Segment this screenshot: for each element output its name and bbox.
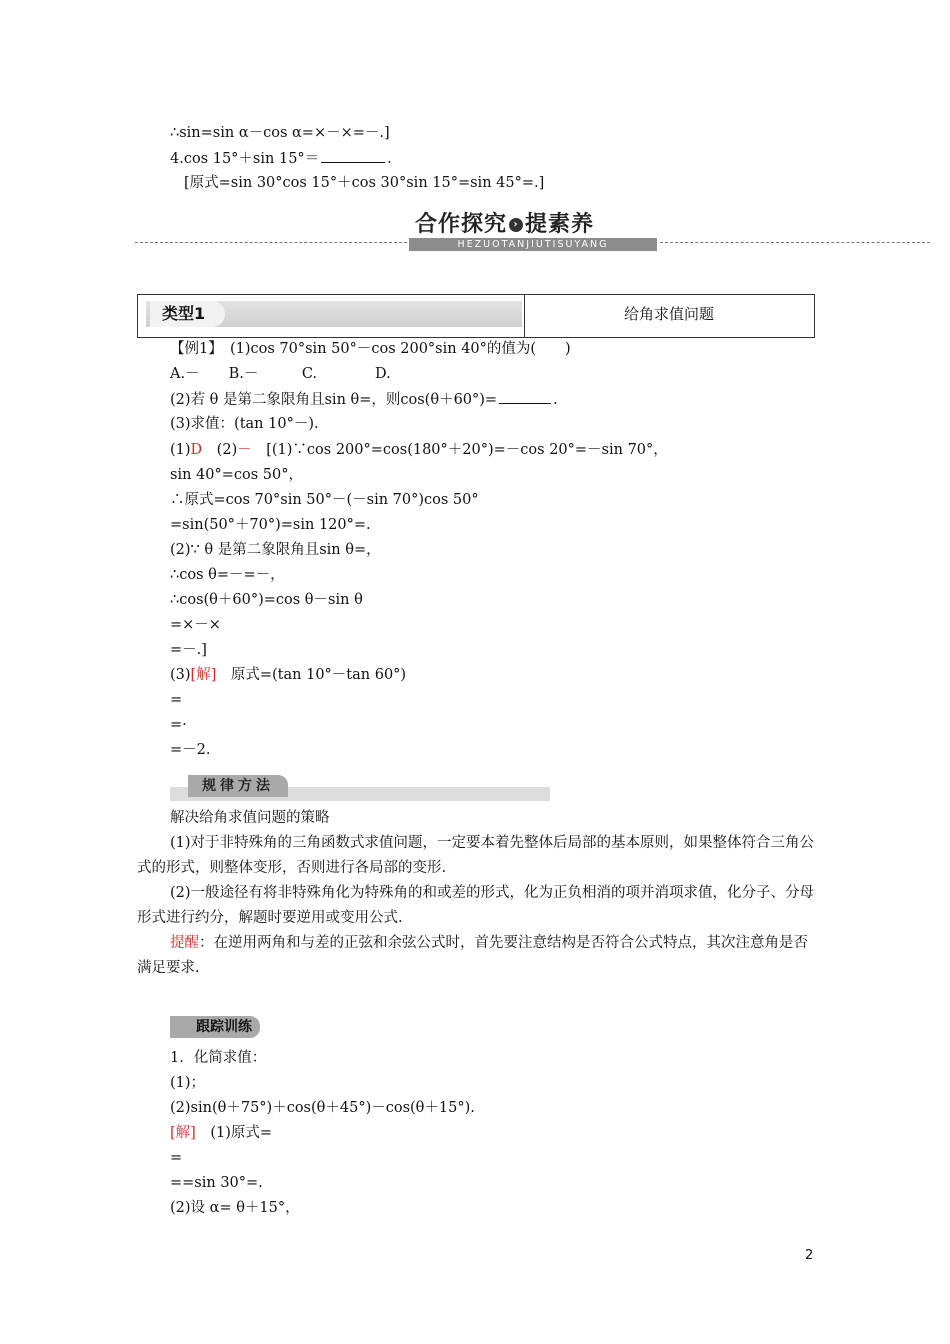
question-4-text: 4.cos 15°＋sin 15°＝ (170, 151, 320, 167)
training-line-6: ==sin 30°=. (170, 1175, 263, 1191)
question-4-end: . (387, 151, 392, 167)
training-line-3: (2)sin(θ＋75°)＋cos(θ＋45°)－cos(θ＋15°). (170, 1100, 475, 1116)
training-solution-text: (1)原式= (195, 1125, 273, 1141)
answer-line-4: =sin(50°＋70°)=sin 120°=. (170, 517, 371, 533)
dashed-divider-left (135, 242, 407, 243)
training-line-7: (2)设 α= θ＋15°， (170, 1200, 300, 1216)
answer-3-text: 原式=(tan 10°－tan 60°) (216, 667, 407, 683)
answer-blank (499, 389, 551, 404)
answer-1-choice: D (190, 442, 203, 458)
example-options: A.－ B.－ C. D. (170, 366, 391, 382)
answer-blank (321, 148, 385, 163)
answer-2-label: (2) (202, 442, 238, 458)
answer-line-5: (2)∵ θ 是第二象限角且sin θ=， (170, 542, 381, 558)
reminder-text: ：在逆用两角和与差的正弦和余弦公式时，首先要注意结构是否符合公式特点，其次注意角是否满足要求. (137, 935, 808, 976)
answer-1-explanation: [(1)∵cos 200°=cos(180°＋20°)=－cos 20°=－sin 70°， (251, 442, 668, 458)
training-line-4 (170, 1123, 272, 1143)
answer-line-13: =－2. (170, 742, 211, 758)
method-tag: 规律方法 (188, 775, 288, 797)
banner-box (409, 205, 657, 253)
training-line-5: = (170, 1150, 183, 1166)
top-line-2 (170, 148, 392, 169)
method-paragraph-1: (1)对于非特殊角的三角函数式求值问题，一定要本着先整体后局部的基本原则，如果整体符合三角公式的形式，则整体变形，否则进行各局部的变形. (137, 835, 815, 876)
method-heading: 解决给角求值问题的策略 (170, 810, 330, 826)
training-tag: 跟踪训练 (170, 1016, 260, 1038)
answer-line-6: ∴cos θ=－=－， (170, 567, 285, 583)
answer-line-7: ∴cos(θ＋60°)=cos θ－sin θ (170, 592, 363, 608)
method-paragraph-2: (2)一般途径有将非特殊角化为特殊角的和或差的形式，化为正负相消的项并消项求值，化分子、分母形式进行约分，解题时要逆用或变用公式. (137, 885, 815, 926)
training-header-bar (170, 1014, 290, 1040)
type-label: 类型1 (150, 301, 225, 327)
answer-line-1 (170, 440, 668, 460)
method-header-bar (170, 775, 550, 803)
banner-title-b: 提素养 (525, 212, 595, 237)
question-2-text: (2)若 θ 是第二象限角且sin θ=，则cos(θ＋60°)= (170, 392, 498, 408)
top-line-3: [原式=sin 30°cos 15°＋cos 30°sin 15°=sin 45°=.] (184, 175, 545, 191)
top-line-1: ∴sin=sin α－cos α=×－×=－.] (170, 125, 390, 141)
example-question-3: (3)求值：(tan 10°－). (170, 416, 319, 432)
training-line-1: 1．化简求值： (170, 1050, 267, 1066)
answer-line-2: sin 40°=cos 50°， (170, 467, 303, 483)
banner-title (415, 207, 594, 238)
answer-line-10 (170, 665, 406, 685)
answer-line-8: =×－× (170, 617, 221, 633)
training-line-2: (1)； (170, 1075, 206, 1091)
banner-subtitle: HEZUOTANJIUTISUYANG (409, 238, 657, 251)
answer-3-label: (3) (170, 667, 191, 683)
solution-tag: [解] (190, 667, 217, 683)
answer-line-11: = (170, 692, 183, 708)
question-2-end: . (553, 392, 558, 408)
banner-title-a: 合作探究 (415, 212, 508, 237)
section-banner (135, 205, 930, 253)
example-question-2 (170, 389, 558, 410)
answer-line-9: =－.] (170, 642, 207, 658)
example-question-head: 【例1】 (1)cos 70°sin 50°－cos 200°sin 40°的值为( ) (170, 341, 571, 357)
answer-2-value: － (237, 442, 252, 458)
answer-1-label: (1) (170, 442, 191, 458)
page-number: 2 (805, 1248, 814, 1263)
type-header-box (137, 294, 815, 338)
dashed-divider-right (660, 242, 930, 243)
solution-tag: [解] (170, 1125, 196, 1141)
type-title: 给角求值问题 (623, 305, 714, 323)
method-paragraph-3 (137, 931, 817, 981)
type-tab (138, 295, 525, 337)
answer-line-3: ∴原式=cos 70°sin 50°－(－sin 70°)cos 50° (170, 492, 479, 508)
answer-line-12: =· (170, 717, 187, 733)
arrow-right-icon: › (509, 218, 523, 232)
reminder-label: 提醒 (170, 935, 199, 951)
